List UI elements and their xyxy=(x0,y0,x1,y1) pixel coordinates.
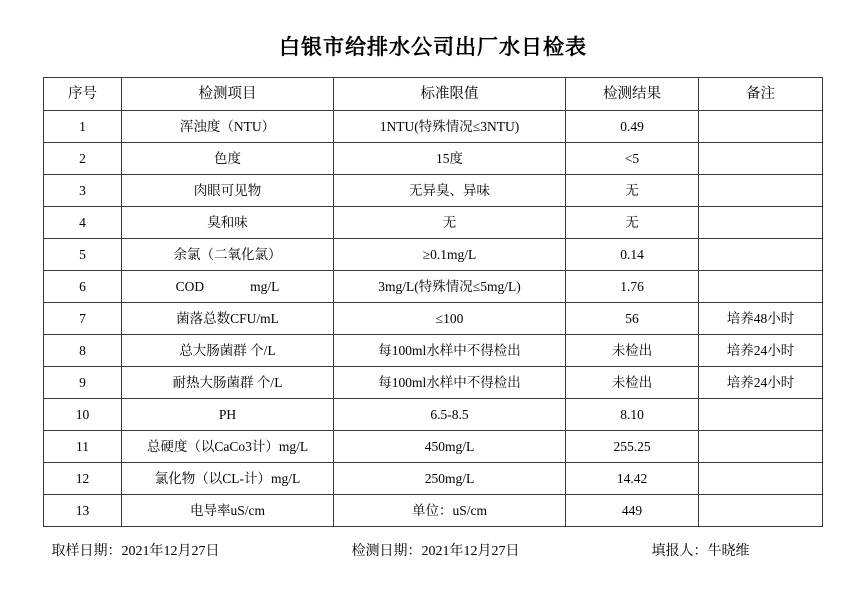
table-row xyxy=(44,175,823,207)
table-row xyxy=(44,463,823,495)
cell-no: 7 xyxy=(44,303,122,335)
cell-note xyxy=(699,463,823,495)
cell-result: 无 xyxy=(566,175,699,207)
cell-note xyxy=(699,271,823,303)
cell-item: 耐热大肠菌群 个/L xyxy=(122,367,334,399)
cell-no: 9 xyxy=(44,367,122,399)
cell-item: 菌落总数CFU/mL xyxy=(122,303,334,335)
cell-note: 培养24小时 xyxy=(699,335,823,367)
table-row xyxy=(44,271,823,303)
cell-item: 臭和味 xyxy=(122,207,334,239)
cell-no: 12 xyxy=(44,463,122,495)
cell-no: 5 xyxy=(44,239,122,271)
cell-note: 培养48小时 xyxy=(699,303,823,335)
cell-item xyxy=(122,271,334,303)
cell-result: 0.14 xyxy=(566,239,699,271)
cell-limit: 每100ml水样中不得检出 xyxy=(334,367,566,399)
cell-no: 11 xyxy=(44,431,122,463)
sample-date: 取样日期：2021年12月27日 xyxy=(51,544,220,559)
cell-limit: 3mg/L(特殊情况≤5mg/L) xyxy=(334,271,566,303)
page-title: 白银市给排水公司出厂水日检表 xyxy=(279,35,587,59)
cell-limit: 6.5-8.5 xyxy=(334,399,566,431)
cell-no: 6 xyxy=(44,271,122,303)
test-date: 检测日期：2021年12月27日 xyxy=(351,544,520,559)
cell-limit: 450mg/L xyxy=(334,431,566,463)
cell-result: 56 xyxy=(566,303,699,335)
cell-limit: ≥0.1mg/L xyxy=(334,239,566,271)
footer xyxy=(44,527,823,560)
cell-item: 浑浊度（NTU） xyxy=(122,111,334,143)
cell-result: 449 xyxy=(566,495,699,527)
cell-note xyxy=(699,431,823,463)
cell-limit: 无异臭、异味 xyxy=(334,175,566,207)
column-header-result: 检测结果 xyxy=(566,78,699,111)
cell-item: 余氯（二氧化氯） xyxy=(122,239,334,271)
cell-item: 总硬度（以CaCo3计）mg/L xyxy=(122,431,334,463)
table-row xyxy=(44,399,823,431)
cell-item: 总大肠菌群 个/L xyxy=(122,335,334,367)
cell-limit: 每100ml水样中不得检出 xyxy=(334,335,566,367)
table-row xyxy=(44,111,823,143)
cell-result: 0.49 xyxy=(566,111,699,143)
cell-item: 电导率uS/cm xyxy=(122,495,334,527)
cell-item-unit: mg/L xyxy=(250,278,280,294)
cell-limit: 单位：uS/cm xyxy=(334,495,566,527)
cell-result: 无 xyxy=(566,207,699,239)
cell-item: PH xyxy=(122,399,334,431)
cell-note xyxy=(699,207,823,239)
cell-result: <5 xyxy=(566,143,699,175)
table-row xyxy=(44,239,823,271)
cell-result: 未检出 xyxy=(566,335,699,367)
cell-limit: 250mg/L xyxy=(334,463,566,495)
cell-item: 色度 xyxy=(122,143,334,175)
cell-no: 10 xyxy=(44,399,122,431)
cell-limit: 无 xyxy=(334,207,566,239)
cell-result: 14.42 xyxy=(566,463,699,495)
cell-item: 氯化物（以CL-计）mg/L xyxy=(122,463,334,495)
cell-result: 未检出 xyxy=(566,367,699,399)
column-header-note: 备注 xyxy=(699,78,823,111)
table-row xyxy=(44,143,823,175)
cell-no: 1 xyxy=(44,111,122,143)
cell-result: 1.76 xyxy=(566,271,699,303)
table-row xyxy=(44,495,823,527)
cell-no: 4 xyxy=(44,207,122,239)
water-quality-table xyxy=(43,77,823,527)
cell-note xyxy=(699,175,823,207)
table-row xyxy=(44,367,823,399)
cell-no: 8 xyxy=(44,335,122,367)
table-row xyxy=(44,335,823,367)
column-header-item: 检测项目 xyxy=(122,78,334,111)
cell-limit: 1NTU(特殊情况≤3NTU) xyxy=(334,111,566,143)
table-body xyxy=(44,111,823,527)
cell-no: 13 xyxy=(44,495,122,527)
cell-note xyxy=(699,111,823,143)
cell-note xyxy=(699,495,823,527)
cell-result: 255.25 xyxy=(566,431,699,463)
table-row xyxy=(44,207,823,239)
column-header-limit: 标准限值 xyxy=(334,78,566,111)
cell-no: 2 xyxy=(44,143,122,175)
table-row xyxy=(44,431,823,463)
table-row xyxy=(44,303,823,335)
cell-note xyxy=(699,239,823,271)
cell-note: 培养24小时 xyxy=(699,367,823,399)
cell-note xyxy=(699,399,823,431)
cell-note xyxy=(699,143,823,175)
cell-limit: ≤100 xyxy=(334,303,566,335)
column-header-no: 序号 xyxy=(44,78,122,111)
filled-by: 填报人：牛晓维 xyxy=(651,544,750,559)
cell-item-text: COD xyxy=(175,278,205,294)
cell-no: 3 xyxy=(44,175,122,207)
cell-limit: 15度 xyxy=(334,143,566,175)
cell-item: 肉眼可见物 xyxy=(122,175,334,207)
cell-result: 8.10 xyxy=(566,399,699,431)
table-header-row xyxy=(44,78,823,111)
